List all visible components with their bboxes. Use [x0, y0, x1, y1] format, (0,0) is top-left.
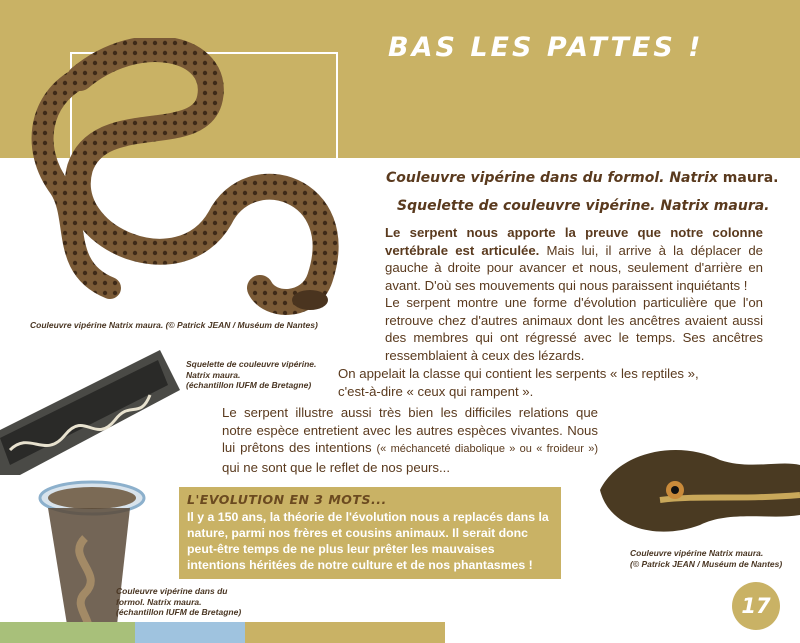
paragraph-1: [385, 224, 763, 364]
evolution-box-title: L'EVOLUTION EN 3 MOTS...: [187, 492, 387, 507]
caption-jar-line3: (échantillon IUFM de Bretagne): [116, 607, 242, 618]
caption-jar: [116, 586, 241, 618]
paragraph-1-rest: Mais lui, il arrive à la déplacer de gauche à droite pour avancer et nous, seulement d'arrière en avant. D'où ses mouvements qui nous paraissent inquiétants !: [385, 242, 764, 293]
page-title: BAS LES PATTES !: [388, 32, 704, 63]
jar-photo: [30, 478, 148, 643]
caption-jar-line2: formol. Natrix maura.: [116, 596, 202, 607]
caption-head-line1: Couleuvre vipérine Natrix maura.: [630, 548, 764, 558]
subtitle-formol-text: Couleuvre vipérine dans du formol. Natrix: [386, 170, 718, 186]
paragraph-3-small: (« méchanceté diabolique » ou « froideur »): [376, 443, 598, 455]
caption-head-line2: (© Patrick JEAN / Muséum de Nantes): [630, 558, 783, 569]
caption-jar-line1: Couleuvre vipérine dans du: [116, 586, 228, 596]
paragraph-3: [222, 404, 598, 476]
caption-skeleton-line3: (échantillon IUFM de Bretagne): [186, 380, 312, 391]
caption-head-photo: [630, 548, 782, 569]
paragraph-2: [338, 365, 768, 400]
paragraph-3-part2: qui ne sont que le reflet de nos peurs...: [222, 459, 450, 475]
paragraph-2-line2: c'est-à-dire « ceux qui rampent ».: [338, 383, 534, 399]
paragraph-3-part1: Le serpent illustre aussi très bien les difficiles relations que notre espèce entretient avec les autres espèces vivantes. Nous lui prêtons des intentions: [222, 405, 598, 455]
bottom-bar-green: [0, 622, 135, 643]
paragraph-1-second: Le serpent montre une forme d'évolution particulière que l'on retrouve chez d'autres animaux dont les ancêtres avaient aussi des membres qui ont régressé avec le temps. Ses ancêtres ressemblaient à ceux des lézards.: [385, 295, 763, 363]
bottom-bar-blue: [135, 622, 245, 643]
paragraph-2-line1: On appelait la classe qui contient les serpents « les reptiles »,: [338, 366, 699, 381]
subtitle-formol: [386, 170, 778, 186]
page-number: 17: [732, 582, 780, 630]
evolution-box: [179, 487, 561, 579]
skeleton-photo: [0, 350, 180, 480]
caption-main-photo: Couleuvre vipérine Natrix maura. (© Patrick JEAN / Muséum de Nantes): [30, 320, 318, 330]
paragraph-1-lead: Le serpent nous apporte la preuve que notre colonne vertébrale est articulée.: [385, 225, 763, 258]
caption-skeleton: [186, 359, 316, 391]
subtitle-formol-latin: maura.: [722, 170, 779, 186]
snake-head-photo: [600, 440, 800, 540]
subtitle-squelette: Squelette de couleuvre vipérine. Natrix maura.: [397, 198, 770, 214]
snake-photo-main: [20, 38, 350, 324]
caption-skeleton-line2: Natrix maura.: [186, 369, 241, 380]
caption-skeleton-line1: Squelette de couleuvre vipérine.: [186, 359, 317, 369]
evolution-box-text: Il y a 150 ans, la théorie de l'évolution nous a replacés dans la nature, parmi nos frères et cousins animaux. Il serait donc peut-être temps de ne plus leur prêter les mauvaises intentions héritées de notre culture et de nos phantasmes !: [187, 510, 549, 572]
bottom-bar-gold: [245, 622, 445, 643]
